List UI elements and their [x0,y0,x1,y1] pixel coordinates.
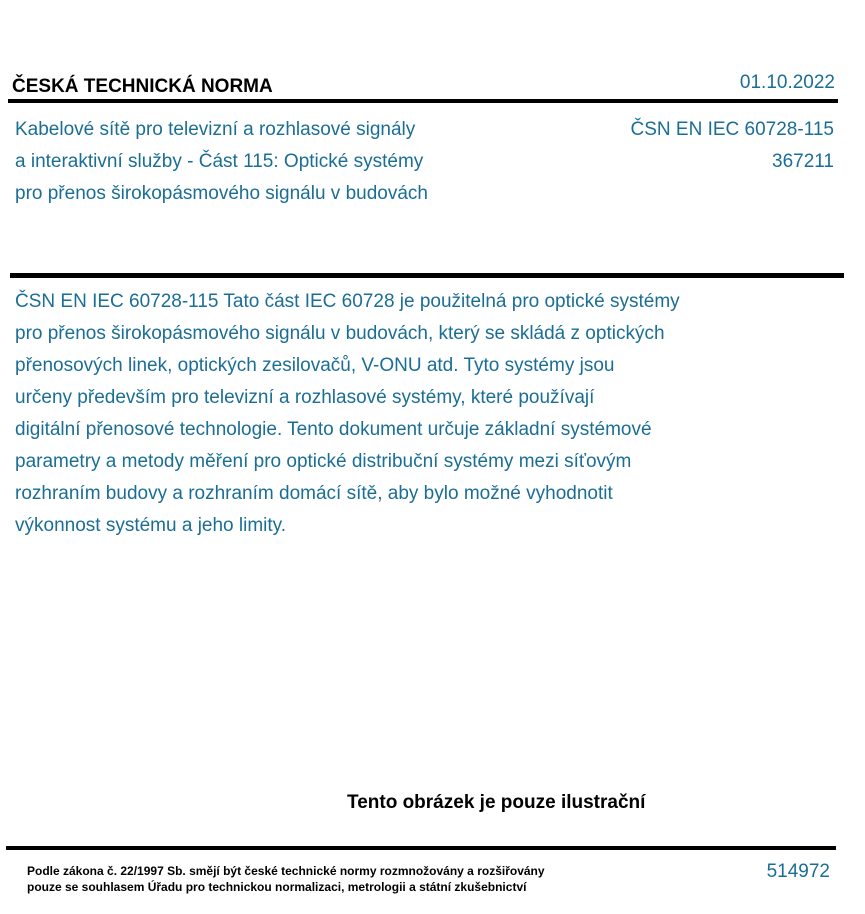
standard-title [15,114,428,210]
abstract-line: rozhraním budovy a rozhraním domácí sítě, aby bylo možné vyhodnotit [15,483,613,504]
standard-title-line: pro přenos širokopásmového signálu v budovách [15,183,428,204]
top-divider [8,99,838,103]
class-number: 367211 [772,151,834,172]
abstract [15,286,805,542]
document-id: 514972 [766,861,830,882]
abstract-line: parametry a metody měření pro optické distribuční systémy mezi síťovým [15,451,632,472]
illustrative-notice: Tento obrázek je pouze ilustrační [347,792,646,813]
abstract-line: určeny především pro televizní a rozhlasové systémy, které používají [15,387,595,408]
standard-title-line: a interaktivní služby - Část 115: Optické systémy [15,151,424,172]
legal-notice [27,863,545,895]
standard-designation: ČSN EN IEC 60728-115 [630,119,834,140]
legal-notice-line: Podle zákona č. 22/1997 Sb. smějí být české technické normy rozmnožovány a rozšiřovány [27,864,545,878]
abstract-line: pro přenos širokopásmového signálu v budovách, který se skládá z optických [15,323,665,344]
legal-notice-line: pouze se souhlasem Úřadu pro technickou normalizaci, metrologii a státní zkušebnictví [27,880,527,894]
abstract-line: ČSN EN IEC 60728-115 Tato část IEC 60728 je použitelná pro optické systémy [15,291,680,312]
abstract-line: přenosových linek, optických zesilovačů, V-ONU atd. Tyto systémy jsou [15,355,615,376]
abstract-line: digitální přenosové technologie. Tento dokument určuje základní systémové [15,419,652,440]
publication-date: 01.10.2022 [739,72,835,93]
abstract-line: výkonnost systému a jeho limity. [15,515,287,536]
middle-divider [10,273,844,278]
standard-title-line: Kabelové sítě pro televizní a rozhlasové signály [15,119,416,140]
standard-identifiers [631,114,834,178]
bottom-divider [6,846,836,850]
document-header-title: ČESKÁ TECHNICKÁ NORMA [12,76,273,97]
